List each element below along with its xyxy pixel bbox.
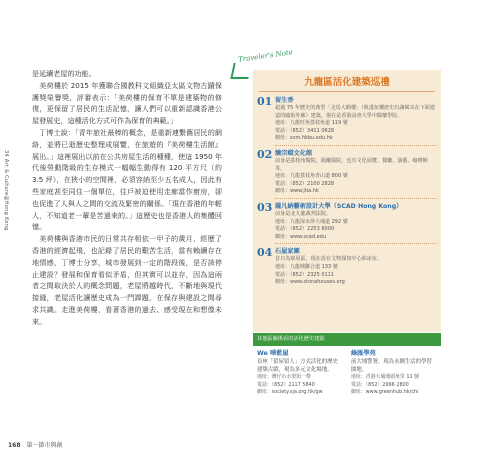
page-number: 168 bbox=[8, 442, 21, 449]
entry-description: 前身是荔枝角醫院、隔離醫院，也有文化展覽、餐廳、演藝、咖啡館等。 bbox=[275, 157, 428, 172]
entry-number: 02 bbox=[257, 147, 273, 161]
article-body bbox=[32, 68, 222, 328]
note-corner-mark bbox=[230, 63, 251, 79]
list-item bbox=[253, 247, 441, 286]
paragraph: 美荷樓於 2015 年獲聯合國教科文組織亞太區文物古蹟保護獎榮譽獎，評審表示：「美荷樓的保育不單是建築物的修復，更保留了居民的生活記憶，讓人們可以重新認識香港公屋發展史，這種活化方式可作為保育的典範。」 bbox=[32, 80, 222, 126]
entry-phone: 電話：（852）2253 8000 bbox=[275, 226, 335, 233]
panel-divider bbox=[259, 91, 435, 92]
other-districts-box bbox=[253, 333, 441, 418]
paragraph: 美荷樓與香港市民的日常共存相依一甲子的歲月，經歷了香港的經濟起飛，也記錄了居民的艱苦生活，當有賴續存在地情感，丁博士分享，城市發展到一定的階段後，是否該停止建設？發展和保育看似矛盾，但其實可以並存，因為這兩者之間取決於人的概念問題，老屋將越時代，不斷地與現代接縫，老屋活化讓歷史成為一門課題，在保存與建設之間尋求共識。走進美荷樓，看著香港的過去、感受現在和想像未來。 bbox=[32, 234, 222, 326]
entry-number: 04 bbox=[257, 246, 273, 260]
entry-phone: 電話：（852）2325 0111 bbox=[275, 271, 335, 278]
entry-phone: 電話：（852）2100 2828 bbox=[275, 180, 335, 187]
other-districts-heading: 其他區關係看的活化歷史建築 bbox=[253, 333, 441, 346]
entry-number: 01 bbox=[257, 95, 273, 108]
paragraph: 丁博士說：「青年旅社最棒的概念，是重新連繫舊居民的網絡，並將已逝歷史整理成展覽，在旅遊的『美荷樓生活館』展出。」這裡展出以前在公共房屋生活的種種，使這 1950 年代後勞動階級的生存模式一幅幅生動得有 120 平方尺（約 3.5 坪），在狹小的空間裡，必須容納至少五名成人，因此有些家庭甚至同住一個單位，往戶被迫使用走廊當作廚房，卻也促進了人與人之間的交流及緊密的關係。「現在香港的年輕人，不知道老一輩是苦過來的。」這歷史也是香港人的集體回憶。 bbox=[32, 127, 222, 232]
entry-address: 地址：九龍深水埗大埔道 292 號 bbox=[275, 218, 348, 225]
entry-name: 留生香 bbox=[275, 97, 294, 104]
entry-address: 地址：香港大埔運頭角里 11 號 bbox=[351, 374, 420, 380]
entry-description: 昔日為寮屋區，現在設有文物探知中心和冰室。 bbox=[275, 256, 382, 263]
entry-name: 饒宗頤文化館 bbox=[275, 149, 313, 157]
list-item bbox=[253, 202, 441, 244]
entry-number: 03 bbox=[257, 200, 273, 214]
side-running-label: 34 Art & Culture@Hong Kong bbox=[3, 150, 9, 231]
travelers-note-heading: Traveler's Note bbox=[237, 48, 294, 64]
entry-description: 超過 75 年歷史的典型「走馬大騎樓」（與淺灰樓唐史幻讓風耳在下面建造的臨街外廊）建築，現在是香港浸會大學中醫藥學院。 bbox=[275, 105, 435, 119]
entry-website-link[interactable]: 網址：www.scad.edu bbox=[275, 233, 326, 240]
entry-description: 首座「留屋留人」方式活化的歷史建築古蹟，現為多元文化場地。 bbox=[257, 359, 338, 373]
entry-website-link[interactable]: 網址：scm.hkbu.edu.hk bbox=[275, 135, 333, 142]
entry-description: 前大埔警署，現為永續生活的學習園地。 bbox=[351, 359, 432, 373]
other-districts-columns bbox=[253, 346, 441, 400]
entry-divider bbox=[275, 145, 437, 146]
sidebar-panel bbox=[253, 70, 441, 332]
entry-address: 地址：九龍荔枝角青山道 800 號 bbox=[275, 173, 348, 180]
entry-name: We 嘩藍屋 bbox=[257, 350, 289, 357]
entry-phone: 電話：（852）2996 2800 bbox=[351, 381, 409, 388]
entry-website-link[interactable]: 網址：society.sja.org.hk/gw bbox=[257, 389, 323, 395]
list-item bbox=[253, 346, 347, 400]
entry-divider bbox=[275, 243, 437, 244]
entry-phone: 電話：（852）3411 0628 bbox=[275, 127, 335, 134]
list-item bbox=[253, 96, 441, 146]
entry-address: 地址：灣仔石水渠街一帶 bbox=[257, 374, 311, 380]
entry-divider bbox=[275, 198, 437, 199]
entry-website-link[interactable]: 網址：www.stonehouses.org bbox=[275, 279, 345, 286]
section-name: 第一節市與創 bbox=[26, 442, 63, 449]
paragraph: 是延續老屋的功能。 bbox=[32, 69, 96, 78]
list-item bbox=[347, 346, 441, 400]
entry-website-link[interactable]: 網址：www.greenhub.hk/chi bbox=[351, 389, 419, 395]
entry-description: 前身是北九龍裁判法院。 bbox=[275, 210, 332, 217]
list-item bbox=[253, 149, 441, 199]
entry-name: 石屋家園 bbox=[275, 248, 300, 256]
entry-website-link[interactable]: 網址：www.jtia.hk bbox=[275, 188, 319, 195]
panel-title: 九龍區活化建築巡禮 bbox=[304, 77, 390, 88]
entry-phone: 電話：（852）2117 5840 bbox=[257, 381, 315, 388]
entry-address: 地址：九龍城聯合道 133 號 bbox=[275, 263, 338, 270]
entry-name: 綠匯學苑 bbox=[351, 350, 376, 357]
page-footer bbox=[8, 440, 62, 449]
entry-address: 地址：九龍旺角荔枝角道 119 號 bbox=[275, 120, 348, 127]
entry-name: 薩凡納藝術設計大學（SCAD Hong Kong） bbox=[275, 202, 403, 210]
